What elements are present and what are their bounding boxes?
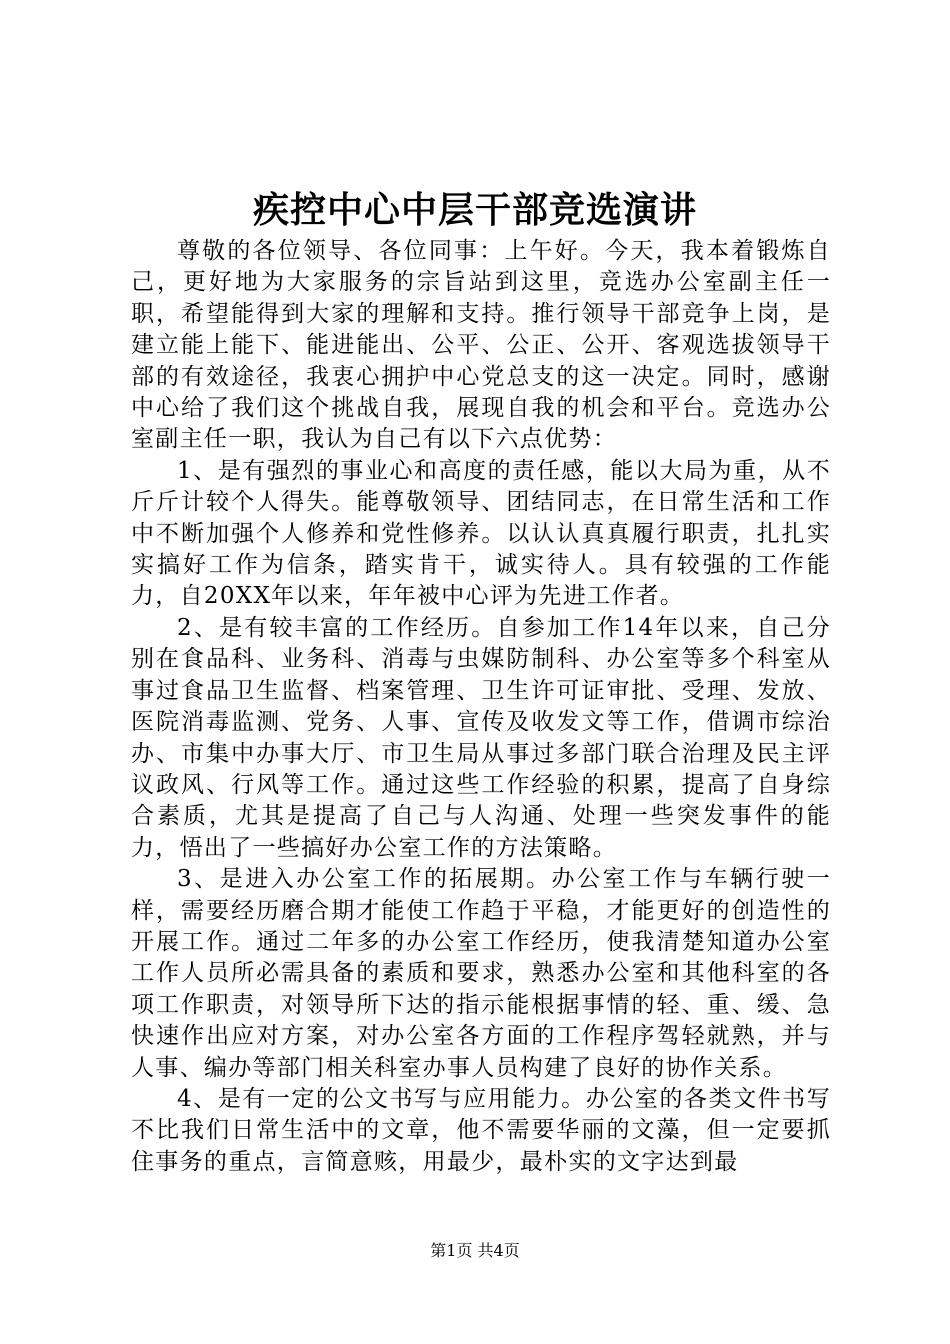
- paragraph-point-4: 4、是有一定的公文书写与应用能力。办公室的各类文件书写不比我们日常生活中的文章，他不需要华丽的文藻，但一定要抓住事务的重点，言简意赅，用最少，最朴实的文字达到最: [131, 1085, 831, 1175]
- document-body: [131, 236, 831, 1178]
- paragraph-point-3: 3、是进入办公室工作的拓展期。办公室工作与车辆行驶一样，需要经历磨合期才能使工作趋于平稳，才能更好的创造性的开展工作。通过二年多的办公室工作经历，使我清楚知道办公室工作人员所必需具备的素质和要求，熟悉办公室和其他科室的各项工作职责，对领导所下达的指示能根据事情的轻、重、缓、急快速作出应对方案，对办公室各方面的工作程序驾轻就熟，并与人事、编办等部门相关科室办事人员构建了良好的协作关系。: [131, 866, 831, 1081]
- paragraph-intro: 尊敬的各位领导、各位同事：上午好。今天，我本着锻炼自己，更好地为大家服务的宗旨站到这里，竞选办公室副主任一职，希望能得到大家的理解和支持。推行领导干部竞争上岗，是建立能上能下、能进能出、公平、公正、公开、客观选拔领导干部的有效途径，我衷心拥护中心党总支的这一决定。同时，感谢中心给了我们这个挑战自我，展现自我的机会和平台。竞选办公室副主任一职，我认为自己有以下六点优势：: [131, 238, 831, 453]
- paragraph-point-1: 1、是有强烈的事业心和高度的责任感，能以大局为重，从不斤斤计较个人得失。能尊敬领导、团结同志，在日常生活和工作中不断加强个人修养和党性修养。以认认真真履行职责，扎扎实实搞好工作为信条，踏实肯干，诚实待人。具有较强的工作能力，自20XX年以来，年年被中心评为先进工作者。: [131, 457, 831, 610]
- document-title: 疾控中心中层干部竞选演讲: [252, 189, 697, 231]
- paragraph-point-2: 2、是有较丰富的工作经历。自参加工作14年以来，自己分别在食品科、业务科、消毒与虫媒防制科、办公室等多个科室从事过食品卫生监督、档案管理、卫生许可证审批、受理、发放、医院消毒监测、党务、人事、宣传及收发文等工作，借调市综治办、市集中办事大厅、市卫生局从事过多部门联合治理及民主评议政风、行风等工作。通过这些工作经验的积累，提高了自身综合素质，尤其是提高了自己与人沟通、处理一些突发事件的能力，悟出了一些搞好办公室工作的方法策略。: [131, 614, 831, 861]
- page-footer: 第1页 共4页: [430, 1241, 520, 1260]
